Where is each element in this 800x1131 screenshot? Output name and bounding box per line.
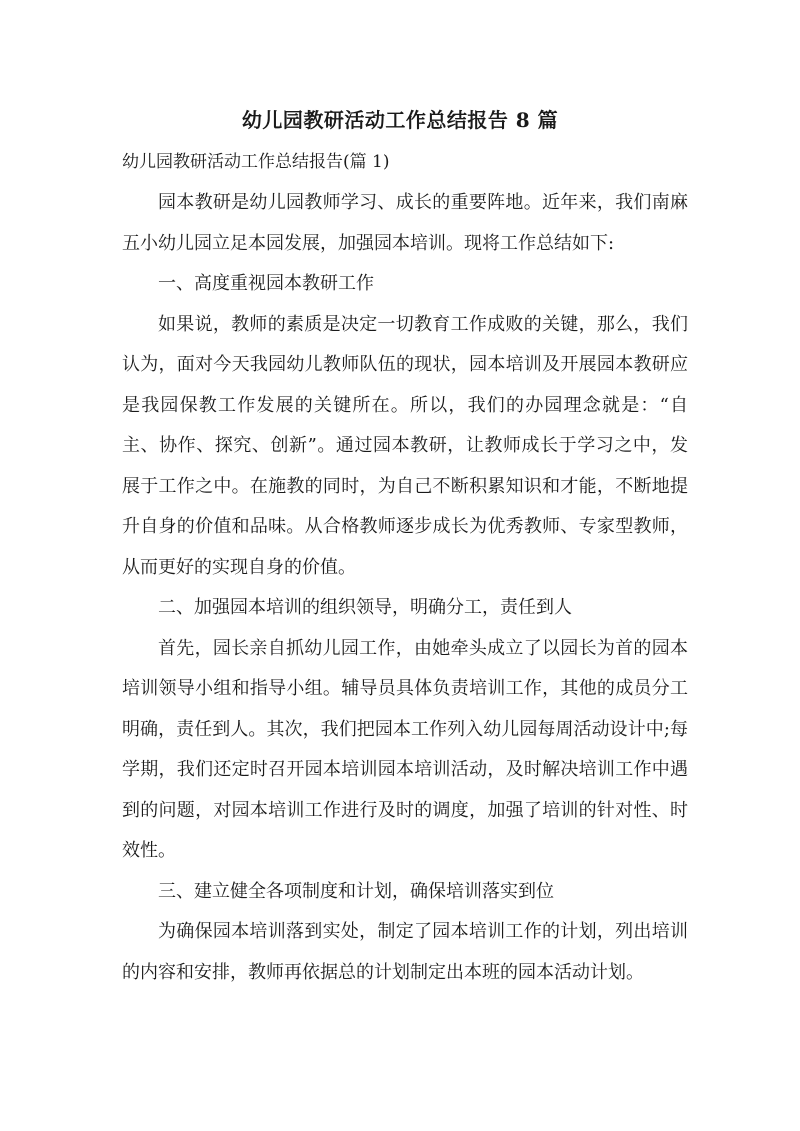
section-heading-3: 三、建立健全各项制度和计划，确保培训落实到位 <box>158 880 554 902</box>
document-subtitle: 幼儿园教研活动工作总结报告(篇 1) <box>122 152 390 172</box>
body-paragraph-2: 首先，园长亲自抓幼儿园工作，由她牵头成立了以园长为首的园本培训领导小组和指导小组。辅导员具体负责培训工作，其他的成员分工明确，责任到人。其次，我们把园本工作列入幼儿园每周活动设计中;每学期，我们还定时召开园本培训园本培训活动，及时解决培训工作中遇到的问题，对园本培训工作进行及时的调度，加强了培训的针对性、时效性。 <box>122 637 688 861</box>
document-title: 幼儿园教研活动工作总结报告 8 篇 <box>241 108 559 132</box>
document-body <box>122 183 688 993</box>
intro-paragraph: 园本教研是幼儿园教师学习、成长的重要阵地。近年来，我们南麻五小幼儿园立足本园发展，加强园本培训。现将工作总结如下: <box>122 192 688 254</box>
body-paragraph-3: 为确保园本培训落到实处，制定了园本培训工作的计划，列出培训的内容和安排，教师再依据总的计划制定出本班的园本活动计划。 <box>122 921 688 983</box>
section-heading-2: 二、加强园本培训的组织领导，明确分工，责任到人 <box>158 597 572 618</box>
body-paragraph-1: 如果说，教师的素质是决定一切教育工作成败的关键，那么，我们认为，面对今天我园幼儿教师队伍的现状，园本培训及开展园本教研应是我园保教工作发展的关键所在。所以，我们的办园理念就是：“自主、协作、探究、创新”。通过园本教研，让教师成长于学习之中，发展于工作之中。在施教的同时，为自己不断积累知识和才能，不断地提升自身的价值和品味。从合格教师逐步成长为优秀教师、专家型教师，从而更好的实现自身的价值。 <box>122 313 688 578</box>
section-heading-1: 一、高度重视园本教研工作 <box>158 273 374 294</box>
